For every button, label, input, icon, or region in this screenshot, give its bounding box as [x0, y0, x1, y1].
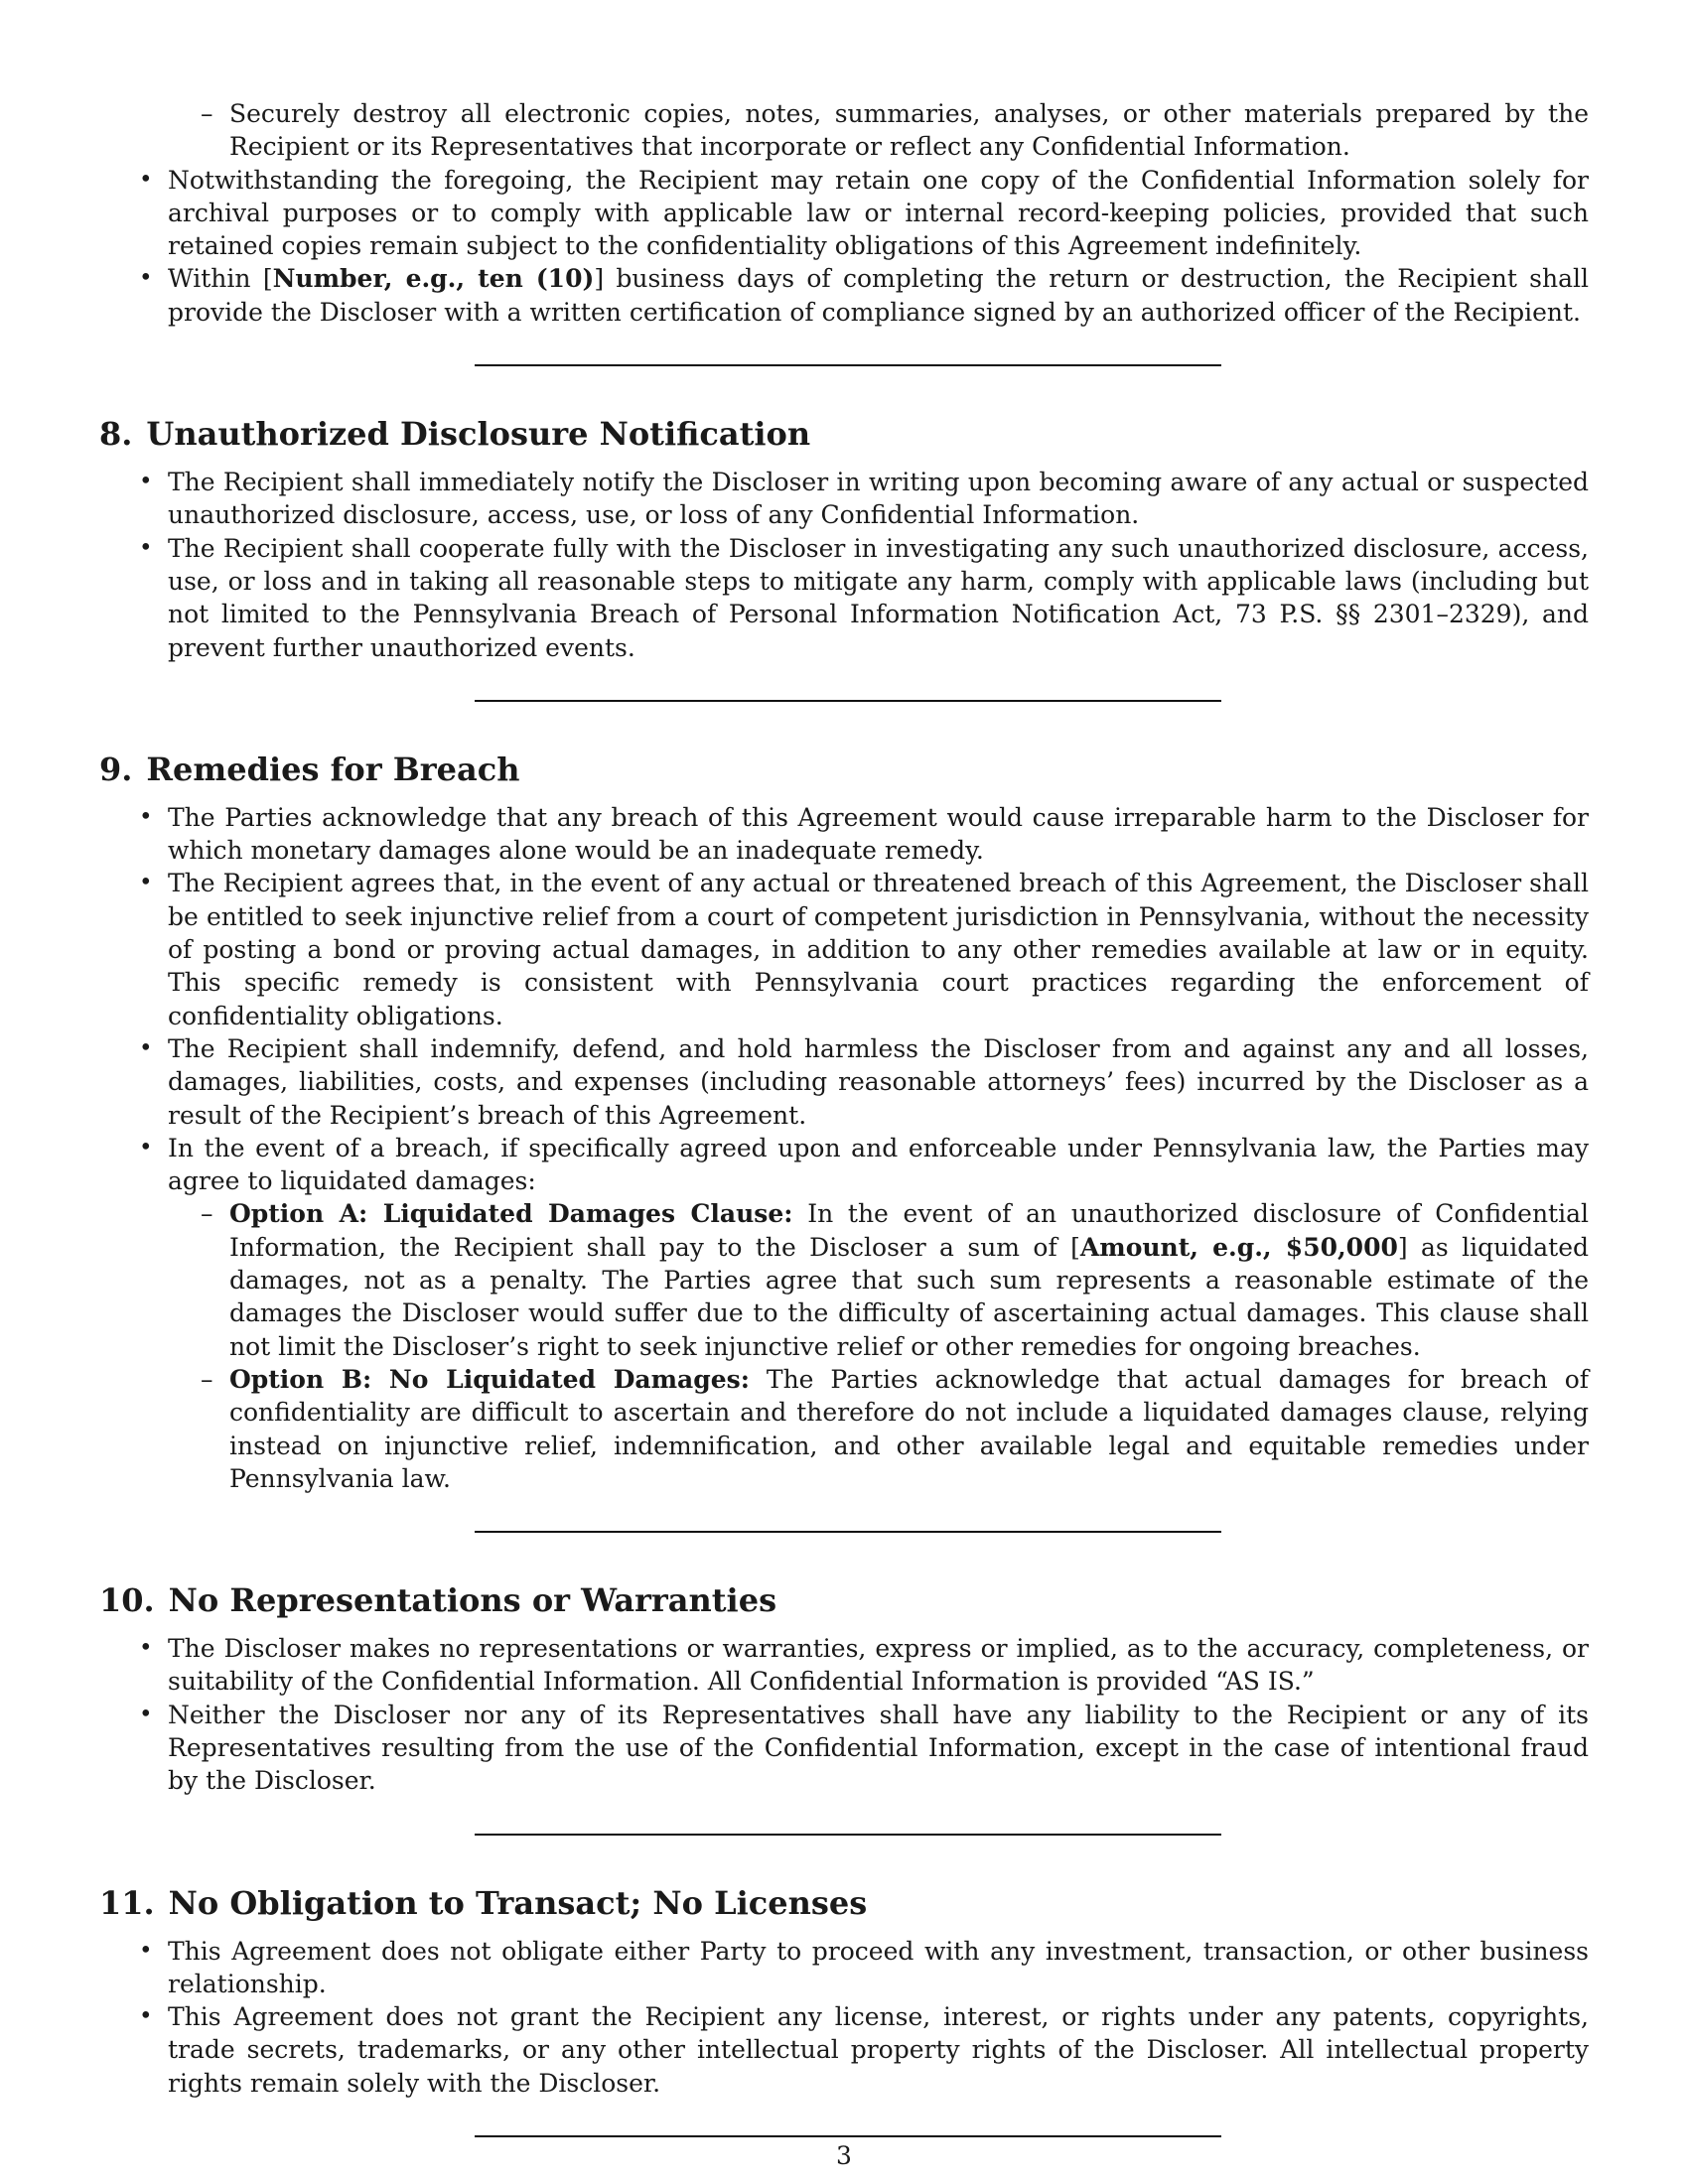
list-item: • This Agreement does not grant the Recipient any license, interest, or rights under any patents, copyrights, trade secrets, trademarks, or any other intellectual property rights of the Discloser. All intellectual property rights remain solely with the Discloser. — [99, 2000, 1589, 2100]
carryover-list — [99, 164, 1589, 329]
placeholder-number: Number, e.g., ten (10) — [272, 264, 595, 294]
list-item: • The Parties acknowledge that any breach of this Agreement would cause irreparable harm to the Discloser for which monetary damages alone would be an inadequate remedy. — [99, 801, 1589, 868]
section-divider — [475, 2135, 1221, 2137]
section-11-list — [99, 1935, 1589, 2100]
option-b-item: – Option B: No Liquidated Damages: The Parties acknowledge that actual damages for breach of confidentiality are difficult to ascertain and therefore do not include a liquidated damages clause, relying instead on injunctive relief, indemnification, and other available legal and equitable remedies under Pennsylvania law. — [168, 1363, 1589, 1495]
list-item: • The Recipient agrees that, in the event of any actual or threatened breach of this Agreement, the Discloser shall be entitled to seek injunctive relief from a court of competent jurisdiction in Pennsylvania, without the necessity of posting a bond or proving actual damages, in addition to any other remedies available at law or in equity. This specific remedy is consistent with Pennsylvania court practices regarding the enforcement of confidentiality obligations. — [99, 867, 1589, 1031]
section-heading-10: 10. No Representations or Warranties — [99, 1581, 777, 1620]
page-number: 3 — [836, 2141, 852, 2170]
document-page — [99, 97, 1589, 2137]
section-divider — [475, 1834, 1221, 1836]
list-item: • The Recipient shall indemnify, defend, and hold harmless the Discloser from and against any and all losses, damages, liabilities, costs, and expenses (including reasonable attorneys’ fees) incurred by the Discloser as a result of the Recipient’s breach of this Agreement. — [99, 1032, 1589, 1132]
list-item: • Neither the Discloser nor any of its Representatives shall have any liability to the Recipient or any of its Representatives resulting from the use of the Confidential Information, except in the case of intentional fraud by the Discloser. — [99, 1699, 1589, 1798]
section-10-list — [99, 1632, 1589, 1797]
list-item: • Within [Number, e.g., ten (10)] business days of completing the return or destruction, the Recipient shall provide the Discloser with a written certification of compliance signed by an authorized officer of the Recipient. — [99, 262, 1589, 329]
section-8-list — [99, 466, 1589, 664]
placeholder-amount: Amount, e.g., $50,000 — [1079, 1232, 1398, 1262]
list-item: • Notwithstanding the foregoing, the Recipient may retain one copy of the Confidential Information solely for archival purposes or to comply with applicable law or internal record-keeping policies, provided that such retained copies remain subject to the confidentiality obligations of this Agreement indefinitely. — [99, 164, 1589, 263]
list-item: • The Discloser makes no representations or warranties, express or implied, as to the accuracy, completeness, or suitability of the Confidential Information. All Confidential Information is provided “AS IS.” — [99, 1632, 1589, 1699]
liquidated-damages-options — [168, 1197, 1589, 1495]
list-item: • The Recipient shall immediately notify the Discloser in writing upon becoming aware of any actual or suspected unauthorized disclosure, access, use, or loss of any Confidential Information. — [99, 466, 1589, 532]
list-item: • The Recipient shall cooperate fully with the Discloser in investigating any such unauthorized disclosure, access, use, or loss and in taking all reasonable steps to mitigate any harm, comply with applicable laws (including but not limited to the Pennsylvania Breach of Personal Information Notification Act, 73 P.S. §§ 2301–2329), and prevent further unauthorized events. — [99, 532, 1589, 664]
carryover-sublist — [168, 97, 1589, 164]
section-divider — [475, 364, 1221, 366]
list-item: • This Agreement does not obligate either Party to proceed with any investment, transaction, or other business relationship. — [99, 1935, 1589, 2001]
section-9-list — [99, 801, 1589, 1495]
section-heading-9: 9. Remedies for Breach — [99, 750, 520, 788]
section-divider — [475, 1531, 1221, 1533]
list-item: • In the event of a breach, if specifically agreed upon and enforceable under Pennsylvania law, the Parties may agree to liquidated damages: – Option A: Liquidated Damages Clause: In the event of an unauthorized disclosure of Confidential Information, the Recipient shall pay to the Discloser a sum of [Amount, e.g., $50,000] as liquidated damages, not as a penalty. The Parties agree that such sum represents a reasonable estimate of the damages the Discloser would suffer due to the difficulty of ascertaining actual damages. This clause shall not limit the Discloser’s right to seek injunctive relief or other remedies for ongoing breaches. – Option B: No Liquidated Damages: The Parties acknowledge that actual damages for breach of confidentiality are difficult to ascertain and therefore do not include a liquidated damages clause, relying instead on injunctive relief, indemnification, and other available legal and equitable remedies under Pennsylvania law. — [99, 1132, 1589, 1495]
option-a-item: – Option A: Liquidated Damages Clause: In the event of an unauthorized disclosure of Confidential Information, the Recipient shall pay to the Discloser a sum of [Amount, e.g., $50,000] as liquidated damages, not as a penalty. The Parties agree that such sum represents a reasonable estimate of the damages the Discloser would suffer due to the difficulty of ascertaining actual damages. This clause shall not limit the Discloser’s right to seek injunctive relief or other remedies for ongoing breaches. — [168, 1197, 1589, 1362]
section-heading-8: 8. Unauthorized Disclosure Notification — [99, 415, 811, 454]
section-heading-11: 11. No Obligation to Transact; No Licenses — [99, 1883, 868, 1922]
section-divider — [475, 700, 1221, 702]
list-item: – Securely destroy all electronic copies, notes, summaries, analyses, or other materials prepared by the Recipient or its Representatives that incorporate or reflect any Confidential Information. — [168, 97, 1589, 164]
